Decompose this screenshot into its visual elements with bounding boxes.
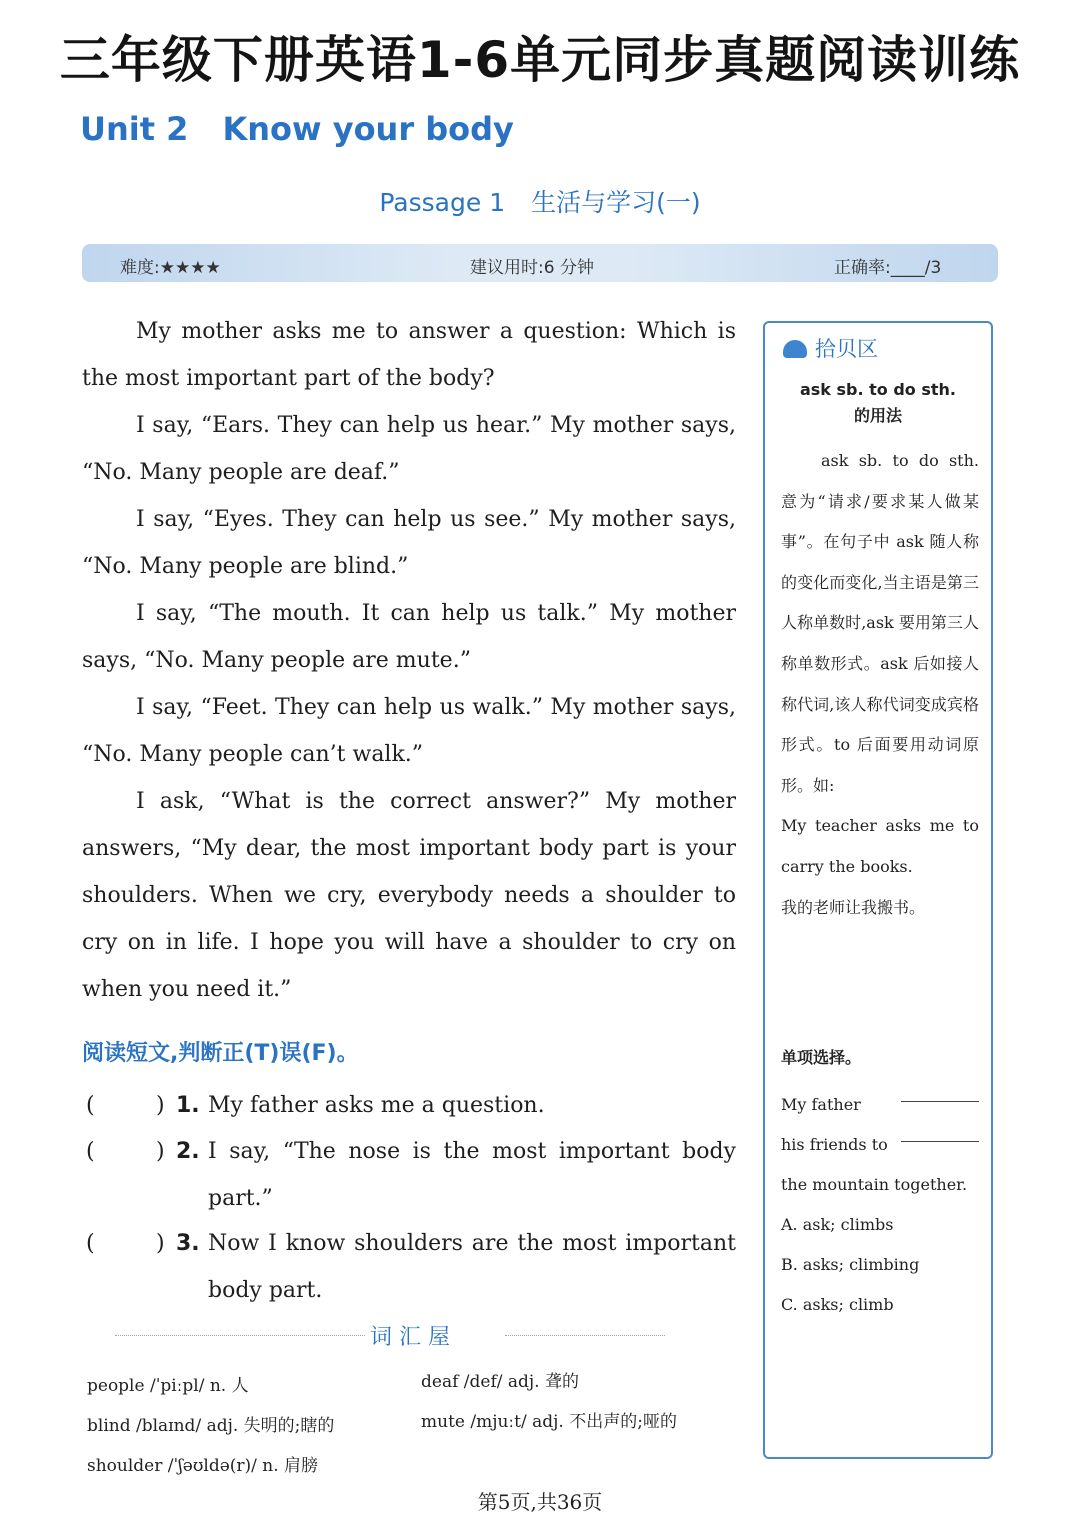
exercise-line: the mountain together.: [781, 1175, 968, 1194]
sidebar-exercise: [781, 1085, 979, 1325]
answer-paren-open: (: [86, 1231, 95, 1256]
exercise-option: C. asks; climb: [781, 1295, 894, 1314]
question-number: 3.: [176, 1231, 200, 1256]
questions-title: 阅读短文,判断正(T)误(F)。: [82, 1041, 359, 1066]
unit-heading: [80, 110, 514, 148]
question-text: Now I know shoulders are the most important body part.: [208, 1231, 736, 1303]
question-text: My father asks me a question.: [208, 1093, 545, 1118]
passage-paragraph: I say, “Eyes. They can help us see.” My mother says, “No. Many people are blind.”: [82, 507, 736, 579]
shell-icon: [783, 340, 807, 358]
vocab-item: shoulder /ˈʃəʊldə(r)/ n. 肩膀: [87, 1456, 319, 1476]
exercise-line: his friends to: [781, 1135, 888, 1154]
info-bar: [82, 244, 998, 282]
passage-label: Passage 1: [379, 188, 506, 217]
answer-blank: [901, 1085, 979, 1102]
sidebar-subtitle: [765, 377, 991, 429]
question-number: 2.: [176, 1139, 200, 1164]
sidebar-subtitle-line2: 的用法: [853, 406, 902, 425]
unit-title: Know your body: [222, 110, 514, 148]
question-text: I say, “The nose is the most important body part.”: [208, 1139, 736, 1211]
reading-passage: [82, 308, 736, 1013]
page-number: 第5页,共36页: [477, 1490, 603, 1514]
passage-paragraph: I say, “Feet. They can help us walk.” My mother says, “No. Many people can’t walk.”: [82, 695, 736, 767]
sidebar-explanation-block: [781, 441, 979, 928]
unit-label: Unit 2: [80, 110, 189, 148]
vocab-item: mute /mjuːt/ adj. 不出声的;哑的: [421, 1412, 677, 1432]
answer-paren-open: (: [86, 1139, 95, 1164]
answer-blank: [901, 1125, 979, 1142]
sidebar-exercise-title: 单项选择。: [781, 1048, 862, 1067]
exercise-line: My father: [781, 1095, 861, 1114]
vocab-divider-right: [505, 1335, 665, 1336]
passage-subtitle: 生活与学习(一): [531, 188, 701, 217]
question-item: [86, 1128, 736, 1222]
suggested-time-label: 建议用时:6 分钟: [470, 258, 594, 278]
question-number: 1.: [176, 1093, 200, 1118]
question-item: [86, 1220, 736, 1314]
question-item: [86, 1082, 736, 1129]
difficulty-label: 难度:★★★★: [120, 258, 221, 278]
passage-paragraph: I say, “The mouth. It can help us talk.” My mother says, “No. Many people are mute.”: [82, 601, 736, 673]
page-banner-title: 三年级下册英语1-6单元同步真题阅读训练: [59, 31, 1021, 89]
answer-paren-close: ): [156, 1139, 165, 1164]
answer-paren-close: ): [156, 1231, 165, 1256]
passage-paragraph: I say, “Ears. They can help us hear.” My mother says, “No. Many people are deaf.”: [82, 413, 736, 485]
accuracy-label: 正确率:____/3: [834, 258, 942, 278]
answer-paren-open: (: [86, 1093, 95, 1118]
passage-paragraph: My mother asks me to answer a question: Which is the most important part of the body?: [82, 319, 736, 391]
vocab-item: blind /blaɪnd/ adj. 失明的;瞎的: [87, 1416, 335, 1436]
sidebar-explanation: ask sb. to do sth. 意为“请求/要求某人做某事”。在句子中 ask 随人称的变化而变化,当主语是第三人称单数时,ask 要用第三人称单数形式。ask 后如接人称代词,该人称代词变成宾格形式。to 后面要用动词原形。如:: [781, 451, 979, 795]
sidebar-example-en: My teacher asks me to carry the books.: [781, 816, 979, 876]
sidebar-subtitle-line1: ask sb. to do sth.: [799, 380, 957, 399]
vocab-item: deaf /def/ adj. 聋的: [421, 1372, 579, 1392]
exercise-option: A. ask; climbs: [781, 1215, 894, 1234]
passage-heading: [0, 183, 1080, 219]
sidebar-example-cn: 我的老师让我搬书。: [781, 897, 926, 917]
vocab-item: people /ˈpiːpl/ n. 人: [87, 1376, 249, 1396]
vocab-title: 词 汇 屋: [370, 1325, 450, 1350]
sidebar-title: 拾贝区: [815, 337, 878, 361]
tips-sidebar: [763, 321, 993, 1459]
answer-paren-close: ): [156, 1093, 165, 1118]
passage-paragraph: I ask, “What is the correct answer?” My mother answers, “My dear, the most important body part is your shoulders. When we cry, everybody needs a shoulder to cry on in life. I hope you will have a shoulder to cry on when you need it.”: [82, 789, 736, 1002]
exercise-option: B. asks; climbing: [781, 1255, 920, 1274]
sidebar-header: [783, 333, 878, 363]
